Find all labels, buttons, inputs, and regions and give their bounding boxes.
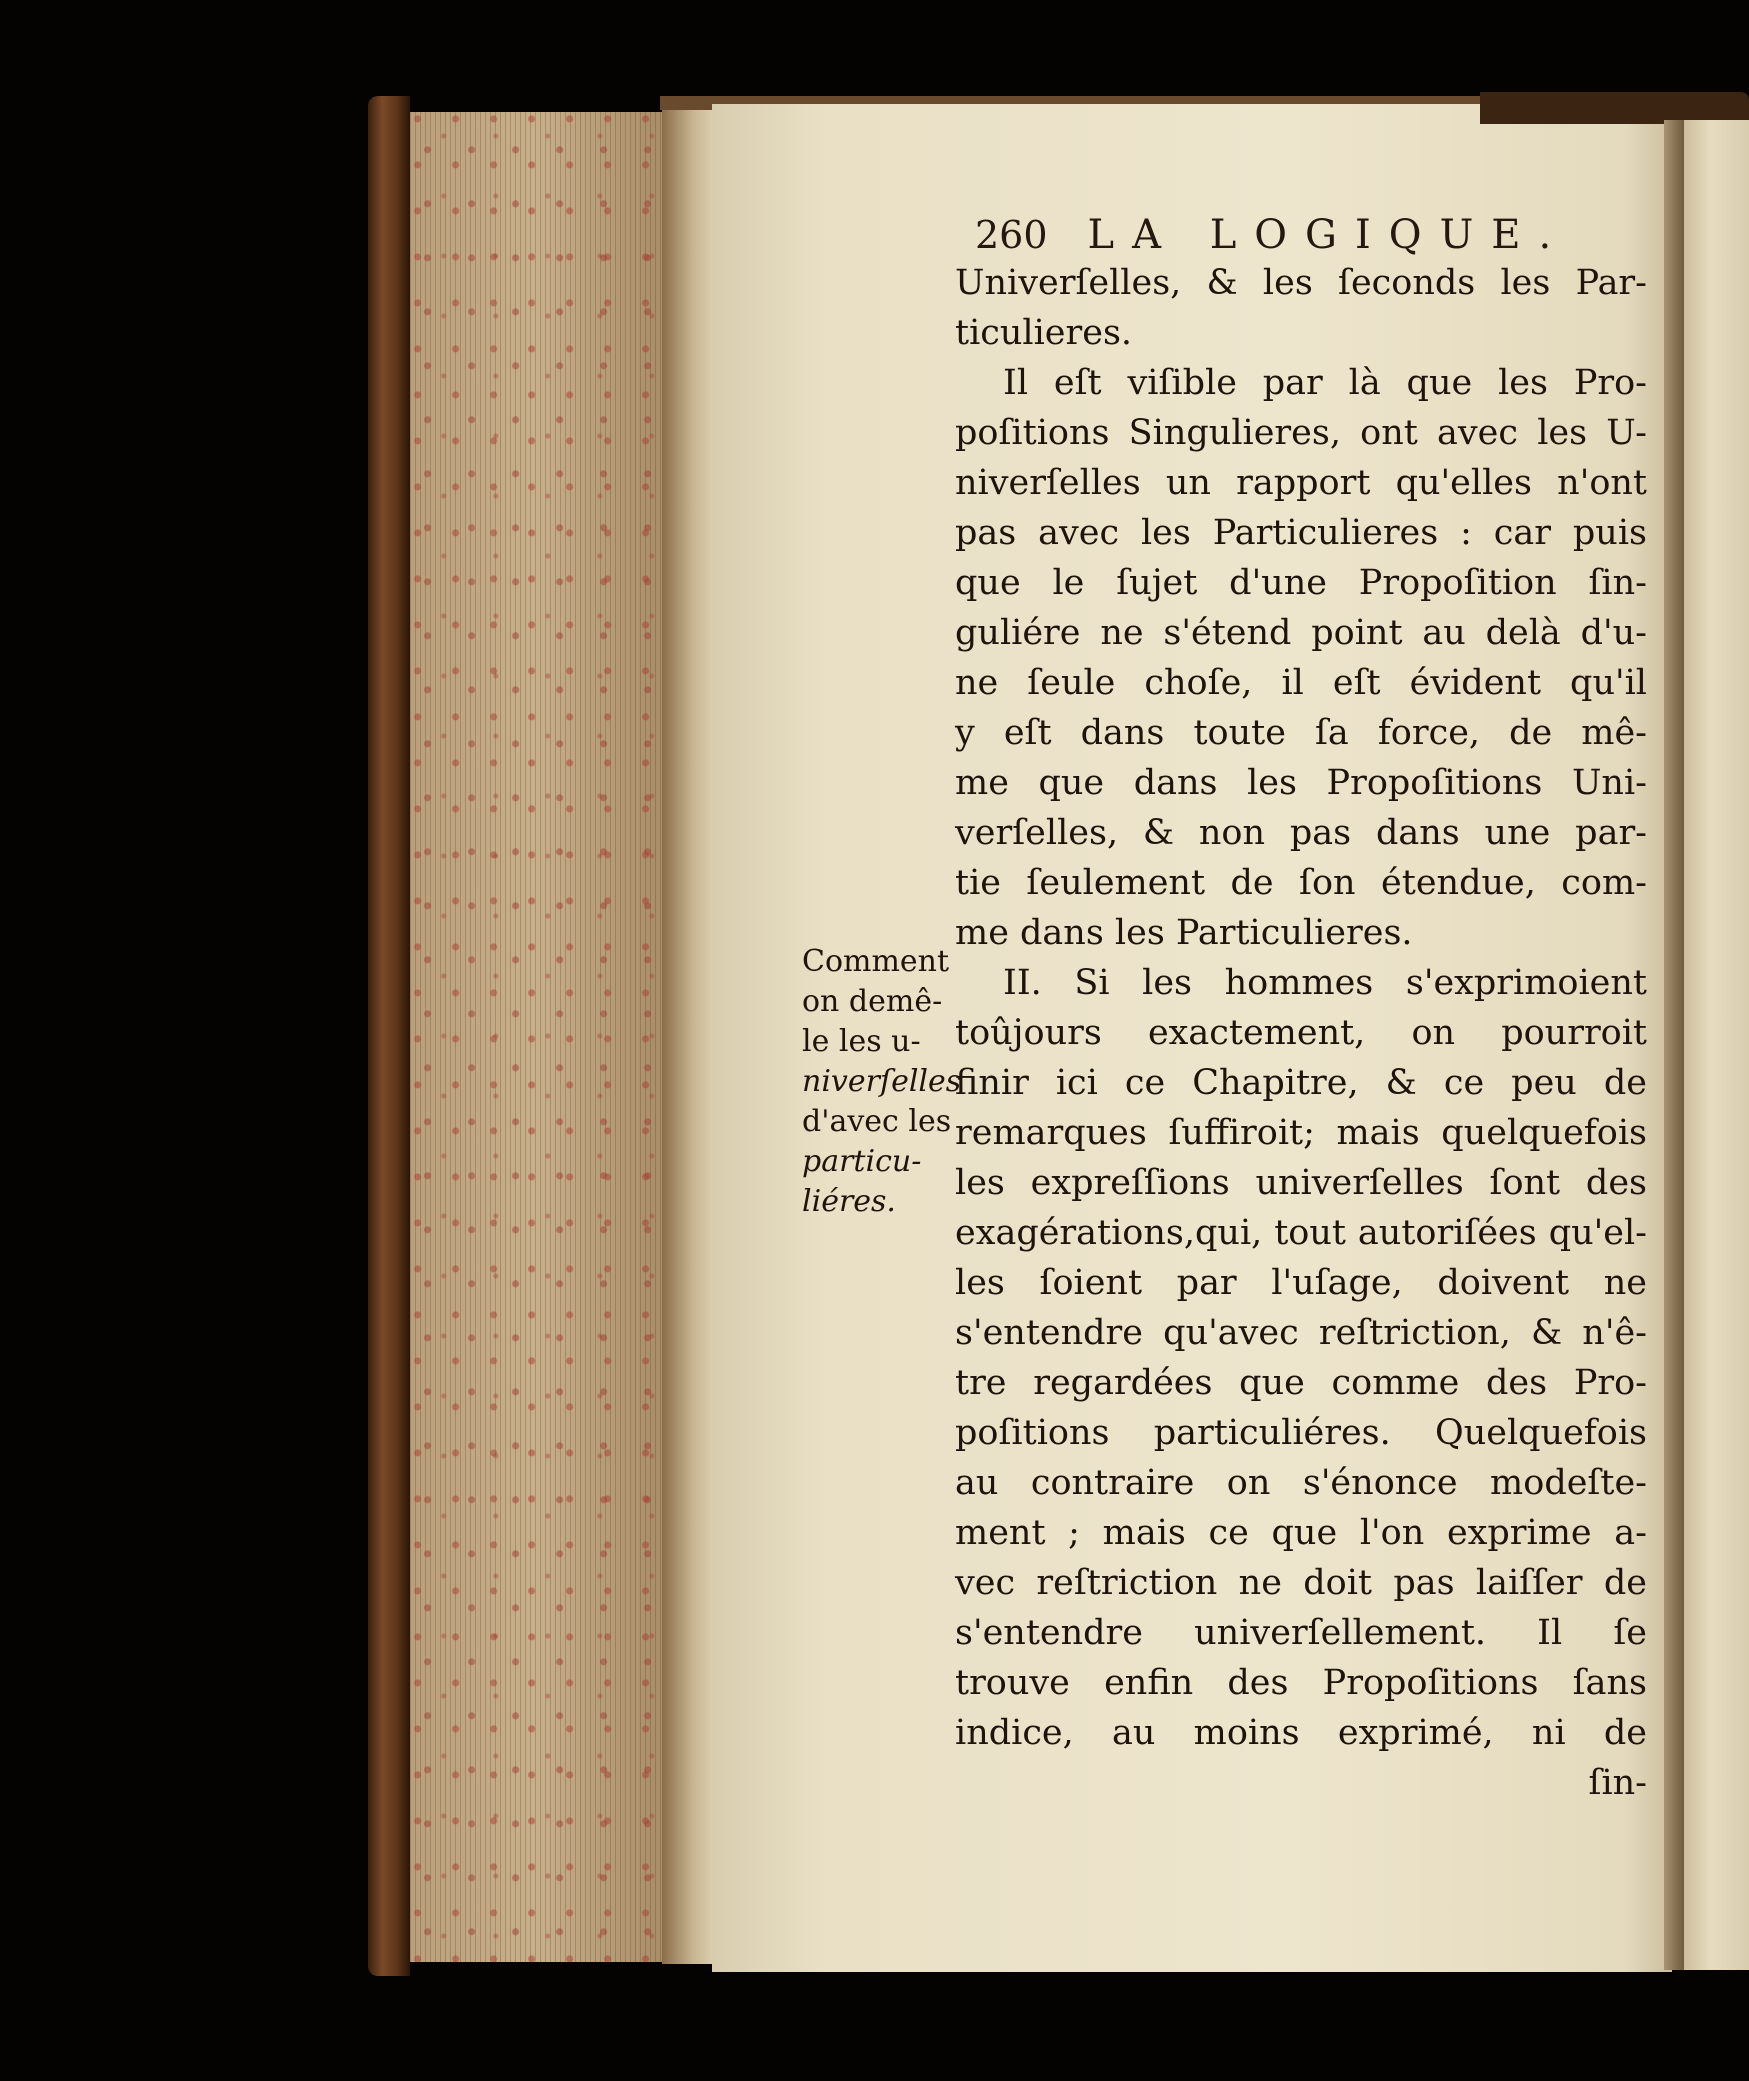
text-line: pas avec les Particulieres : car puis <box>955 513 1647 553</box>
marginal-note-line: d'avec les <box>802 1104 952 1139</box>
text-line: poſitions Singulieres, ont avec les U- <box>955 413 1647 453</box>
text-line: Univerſelles, & les ſeconds les Par- <box>955 263 1647 303</box>
text-line: tie ſeulement de ſon étendue, com- <box>955 863 1647 903</box>
text-line: niverſelles un rapport qu'elles n'ont <box>955 463 1647 503</box>
page-number: 260 <box>975 213 1048 257</box>
text-line: les ſoient par l'uſage, doivent ne <box>955 1263 1647 1303</box>
text-line: toûjours exactement, on pourroit <box>955 1013 1647 1053</box>
page-fore-edge <box>410 112 662 1962</box>
text-line: les expreſſions univerſelles ſont des <box>955 1163 1647 1203</box>
text-line: ment ; mais ce que l'on exprime a- <box>955 1513 1647 1553</box>
text-line: s'entendre univerſellement. Il ſe <box>955 1613 1647 1653</box>
text-line: verſelles, & non pas dans une par- <box>955 813 1647 853</box>
page-gutter <box>1664 120 1684 1970</box>
text-line: Il eſt viſible par là que les Pro- <box>1003 363 1647 403</box>
running-header <box>975 212 1635 258</box>
marginal-note-line: niverſelles <box>802 1064 962 1099</box>
text-line: trouve enfin des Propoſitions ſans <box>955 1663 1647 1703</box>
facing-page-sliver <box>1684 120 1749 1970</box>
text-line: ne ſeule choſe, il eſt évident qu'il <box>955 663 1647 703</box>
marginal-note-line: particu- <box>802 1144 922 1179</box>
marginal-note-line: le les u- <box>802 1024 921 1059</box>
text-line: guliére ne s'étend point au delà d'u- <box>955 613 1647 653</box>
text-line: me dans les Particulieres. <box>955 913 1413 953</box>
running-title: LA LOGIQUE. <box>1087 212 1570 258</box>
text-line: vec reſtriction ne doit pas laiſſer de <box>955 1563 1647 1603</box>
text-line: remarques ſuffiroit; mais quelquefois <box>955 1113 1647 1153</box>
text-line: indice, au moins exprimé, ni de <box>955 1713 1647 1753</box>
text-line: y eſt dans toute ſa force, de mê- <box>955 713 1647 753</box>
text-line: ticulieres. <box>955 313 1133 353</box>
text-line: tre regardées que comme des Pro- <box>955 1363 1647 1403</box>
text-line: me que dans les Propoſitions Uni- <box>955 763 1647 803</box>
marginal-note-line: on demê- <box>802 984 943 1019</box>
text-line: exagérations,qui, tout autoriſées qu'el- <box>955 1213 1647 1253</box>
text-line: au contraire on s'énonce modeſte- <box>955 1463 1647 1503</box>
text-line: finir ici ce Chapitre, & ce peu de <box>955 1063 1647 1103</box>
text-line: II. Si les hommes s'exprimoient <box>1003 963 1647 1003</box>
marginal-note-line: liéres. <box>802 1184 896 1219</box>
catchword: ſin- <box>1588 1763 1647 1803</box>
text-line: s'entendre qu'avec reſtriction, & n'ê- <box>955 1313 1647 1353</box>
text-line: poſitions particuliéres. Quelquefois <box>955 1413 1647 1453</box>
text-line: que le ſujet d'une Propoſition ſin- <box>955 563 1647 603</box>
body-text <box>955 258 1647 1808</box>
marginal-note-line: Comment <box>802 944 950 979</box>
marginal-note <box>802 942 962 1222</box>
book-cover-edge <box>368 96 410 1976</box>
page-stack-shadow <box>662 108 714 1964</box>
